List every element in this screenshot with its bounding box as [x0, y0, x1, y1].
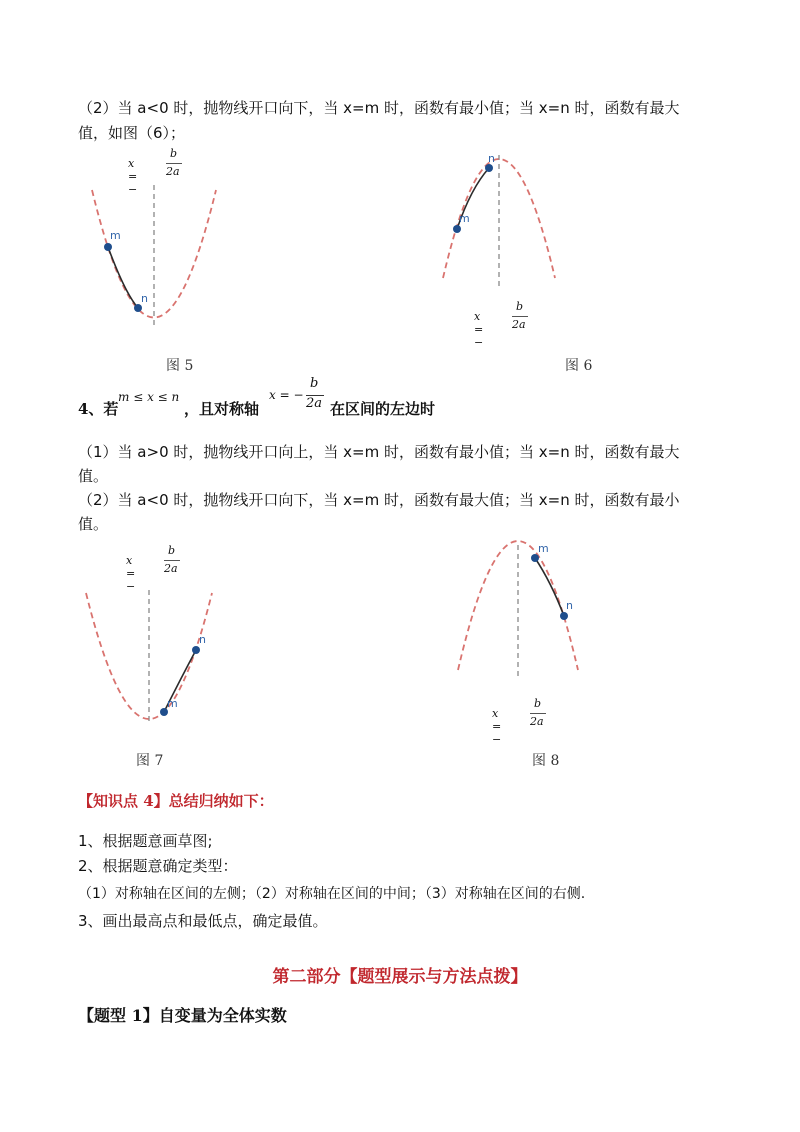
point-m-label: m — [167, 697, 178, 710]
type-title: 【题型 1】自变量为全体实数 — [78, 1006, 287, 1025]
point-n — [560, 612, 568, 620]
point-m — [531, 554, 539, 562]
point-m-label: m — [459, 212, 470, 225]
point-n — [192, 646, 200, 654]
summary-item: 1、根据题意画草图; — [78, 832, 213, 850]
point-m — [453, 225, 461, 233]
paragraph-line: 值。 — [78, 515, 109, 533]
paragraph-line: 值。 — [78, 467, 109, 485]
parabola-segment — [535, 558, 564, 616]
point-m-label: m — [538, 542, 549, 555]
point-n — [134, 304, 142, 312]
paragraph-line: 值，如图（6）； — [78, 124, 186, 142]
point-n — [485, 164, 493, 172]
summary-item: 3、画出最高点和最低点，确定最值。 — [78, 912, 328, 930]
figure-5 — [80, 175, 230, 335]
summary-item: （1）对称轴在区间的左侧；（2）对称轴在区间的中间；（3）对称轴在区间的右侧. — [78, 886, 586, 902]
knowledge-heading: 【知识点 4】总结归纳如下： — [78, 792, 274, 810]
paragraph-line: （2）当 a<0 时，抛物线开口向下，当 x=m 时，函数有最大值；当 x=n 时，函数有最小 — [78, 491, 680, 509]
point-n-label: n — [488, 152, 495, 165]
figure-6 — [435, 150, 565, 285]
figure-caption: 图 8 — [532, 753, 560, 769]
point-m-label: m — [110, 229, 121, 242]
figure-caption: 图 6 — [565, 358, 593, 374]
paragraph-line: （2）当 a<0 时，抛物线开口向下，当 x=m 时，函数有最小值；当 x=n 时，函数有最大 — [78, 99, 680, 117]
point-n-label: n — [199, 633, 206, 646]
summary-item: 2、根据题意确定类型： — [78, 857, 238, 875]
part-title: 第二部分【题型展示与方法点拨】 — [272, 967, 528, 987]
figure-8 — [450, 540, 590, 680]
point-n-label: n — [566, 599, 573, 612]
figure-caption: 图 7 — [136, 753, 164, 769]
paragraph-line: （1）当 a>0 时，抛物线开口向上，当 x=m 时，函数有最小值；当 x=n 时，函数有最大 — [78, 443, 680, 461]
point-m — [104, 243, 112, 251]
figure-7 — [80, 585, 220, 730]
case4-heading: 4、若 m ≤ x ≤ n ，且对称轴 x = − b 2a 在区间的左边时 — [78, 376, 436, 418]
parabola-segment — [108, 247, 138, 308]
figure-caption: 图 5 — [166, 358, 194, 374]
point-n-label: n — [141, 292, 148, 305]
